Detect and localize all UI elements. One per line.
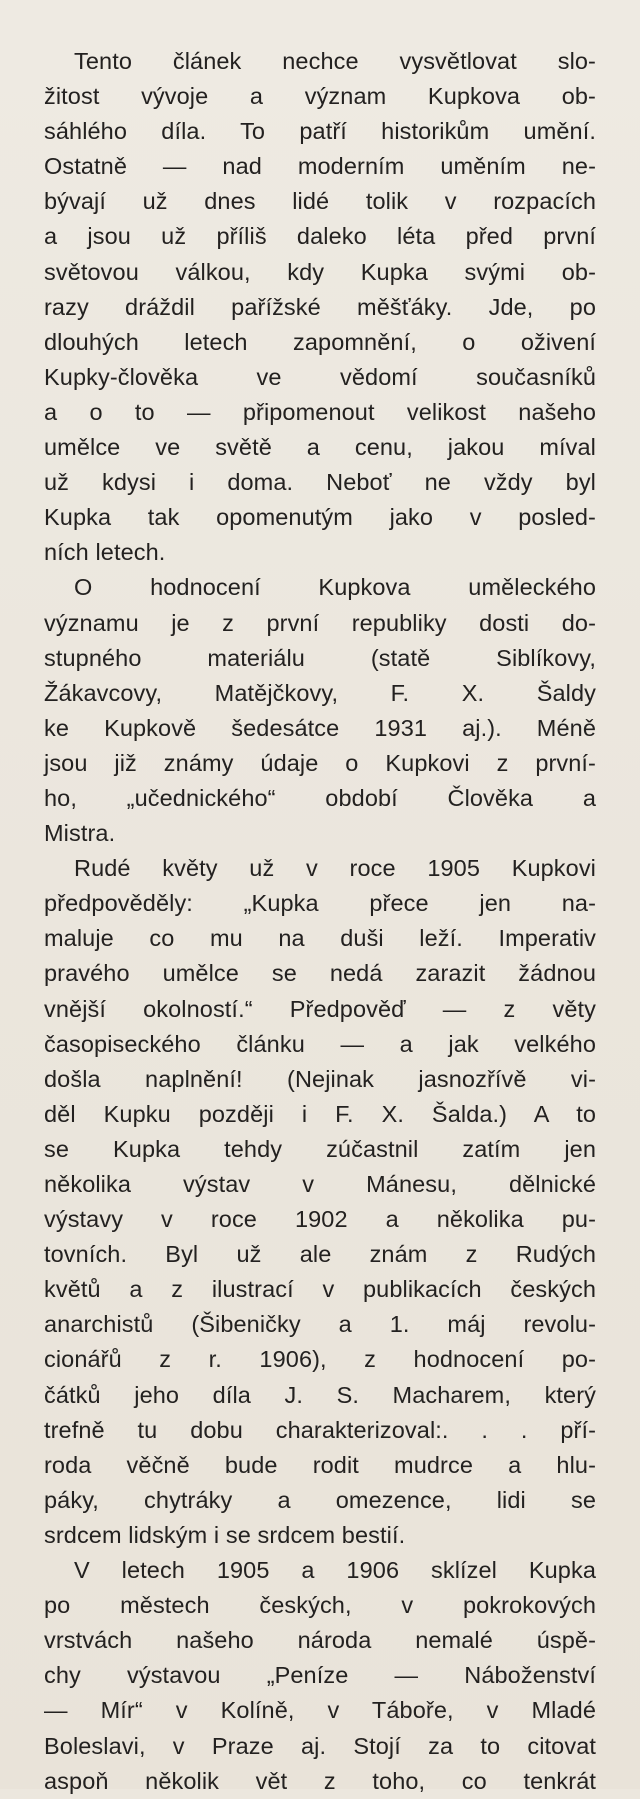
text-line: po městech českých, v pokrokových <box>44 1592 596 1619</box>
text-line: tovních. Byl už ale znám z Rudých <box>44 1241 596 1268</box>
text-line: Rudé květy už v roce 1905 Kupkovi <box>74 855 596 882</box>
text-line: Tento článek nechce vysvětlovat slo- <box>74 48 596 74</box>
paragraph-1 <box>44 44 596 570</box>
text-line: se Kupka tehdy zúčastnil zatím jen <box>44 1135 596 1162</box>
text-line: aspoň několik vět z toho, co tenkrát <box>44 1767 596 1794</box>
text-line: trefně tu dobu charakterizoval:. . . pří- <box>44 1416 596 1443</box>
text-column <box>44 44 596 1799</box>
text-line: anarchistů (Šibeničky a 1. máj revolu- <box>44 1311 596 1338</box>
text-line: děl Kupku později i F. X. Šalda.) A to <box>44 1100 596 1127</box>
text-line: sáhlého díla. To patří historikům umění. <box>44 118 596 145</box>
text-line: Kupka tak opomenutým jako v posled- <box>44 504 596 531</box>
text-line: Kupky-člověka ve vědomí současníků <box>44 363 596 390</box>
text-line: světovou válkou, kdy Kupka svými ob- <box>44 258 596 285</box>
text-line: výstavy v roce 1902 a několika pu- <box>44 1206 596 1233</box>
text-line: pravého umělce se nedá zarazit žádnou <box>44 960 596 987</box>
text-line: chy výstavou „Peníze — Náboženství <box>44 1662 596 1689</box>
text-line: stupného materiálu (statě Siblíkovy, <box>44 644 596 671</box>
text-line: vrstvách našeho národa nemalé úspě- <box>44 1627 596 1654</box>
text-line: ho, „učednického“ období Člověka a <box>44 784 596 811</box>
text-line: Mistra. <box>44 820 116 847</box>
text-line: — Mír“ v Kolíně, v Táboře, v Mladé <box>44 1697 596 1724</box>
text-line: cionářů z r. 1906), z hodnocení po- <box>44 1346 596 1373</box>
text-line: ke Kupkově šedesátce 1931 aj.). Méně <box>44 714 596 741</box>
text-line: a o to — připomenout velikost našeho <box>44 398 596 425</box>
text-line: došla naplnění! (Nejinak jasnozřívě vi- <box>44 1065 596 1092</box>
text-line: razy dráždil pařížské měšťáky. Jde, po <box>44 293 596 320</box>
text-line: páky, chytráky a omezence, lidi se <box>44 1486 596 1513</box>
text-line: čátků jeho díla J. S. Macharem, který <box>44 1381 596 1408</box>
text-line: umělce ve světě a cenu, jakou míval <box>44 434 596 461</box>
paragraph-3 <box>44 851 596 1553</box>
text-line: bývají už dnes lidé tolik v rozpacích <box>44 188 596 215</box>
text-line: maluje co mu na duši leží. Imperativ <box>44 925 596 952</box>
text-line: V letech 1905 a 1906 sklízel Kupka <box>74 1557 596 1584</box>
text-line: významu je z první republiky dosti do- <box>44 609 596 636</box>
text-line: Žákavcovy, Matějčkovy, F. X. Šaldy <box>44 679 596 706</box>
text-line: roda věčně bude rodit mudrce a hlu- <box>44 1451 596 1478</box>
text-line: už kdysi i doma. Neboť ne vždy byl <box>44 469 596 496</box>
text-line: předpověděly: „Kupka přece jen na- <box>44 890 596 917</box>
text-line: a jsou už příliš daleko léta před první <box>44 223 596 250</box>
paragraph-4 <box>44 1553 596 1799</box>
text-line: Boleslavi, v Praze aj. Stojí za to citovat <box>44 1732 596 1759</box>
text-line: jsou již známy údaje o Kupkovi z první- <box>44 749 596 776</box>
text-line: květů a z ilustrací v publikacích českých <box>44 1276 596 1303</box>
text-line: žitost vývoje a význam Kupkova ob- <box>44 83 596 110</box>
text-line: dlouhých letech zapomnění, o oživení <box>44 328 596 355</box>
text-line: ních letech. <box>44 539 166 566</box>
text-line: Ostatně — nad moderním uměním ne- <box>44 153 596 180</box>
text-line: O hodnocení Kupkova uměleckého <box>74 574 596 601</box>
text-line: vnější okolností.“ Předpověď — z věty <box>44 995 596 1022</box>
text-line: časopiseckého článku — a jak velkého <box>44 1030 596 1057</box>
text-line: srdcem lidským i se srdcem bestií. <box>44 1521 406 1548</box>
paragraph-2 <box>44 570 596 851</box>
text-line: několika výstav v Mánesu, dělnické <box>44 1171 596 1197</box>
